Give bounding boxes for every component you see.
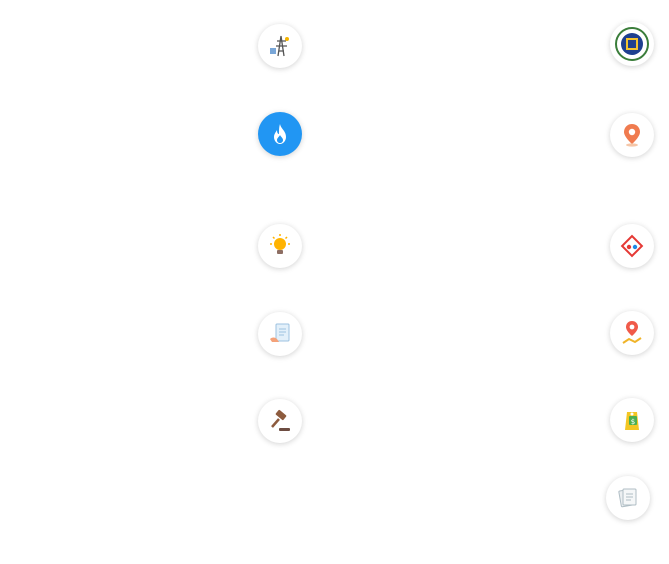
assiut-seal-icon — [610, 22, 654, 66]
price-tag-icon — [610, 398, 654, 442]
utilities-icon — [610, 224, 654, 268]
document-icon — [606, 476, 650, 520]
power-tower-icon — [258, 24, 302, 68]
gavel-icon — [258, 399, 302, 443]
svg-text:$: $ — [630, 418, 636, 426]
flame-icon — [258, 112, 302, 156]
land-location-icon — [610, 311, 654, 355]
map-pin-icon — [610, 113, 654, 157]
lightbulb-icon — [258, 224, 302, 268]
contract-icon — [258, 312, 302, 356]
